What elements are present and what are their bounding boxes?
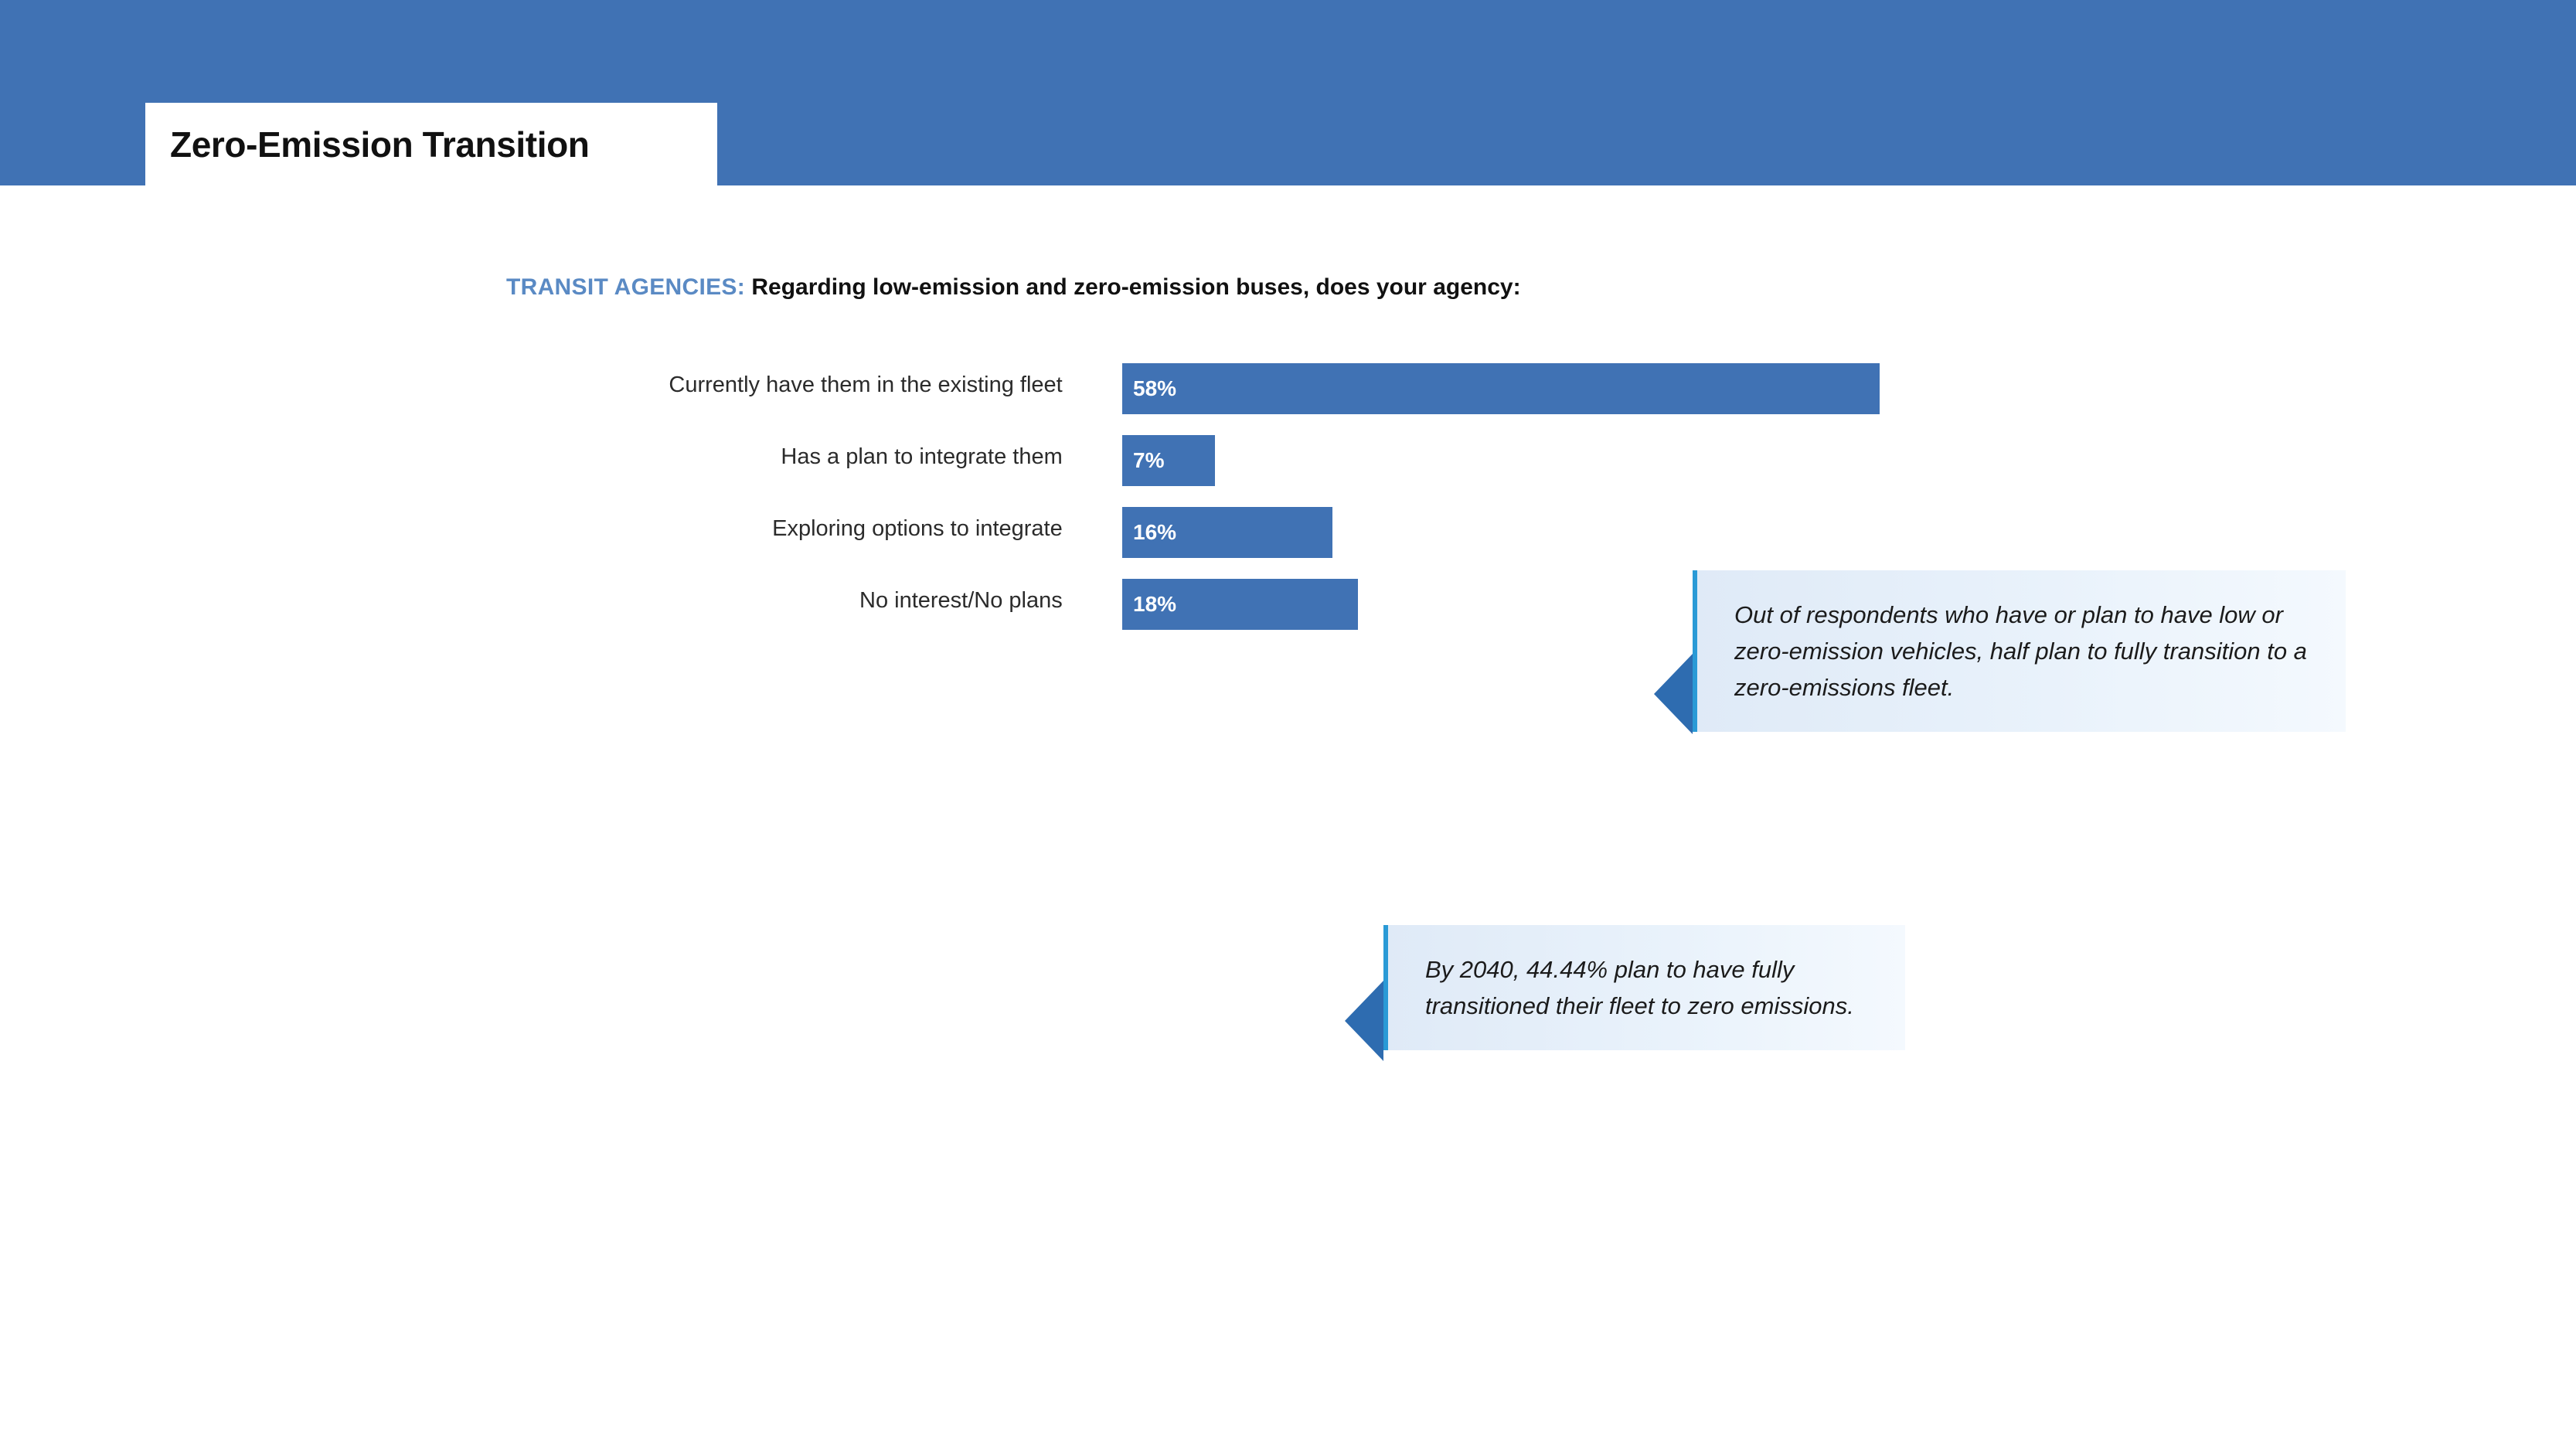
callout-arrow-icon [1345, 981, 1383, 1061]
bar-value-label: 16% [1133, 520, 1177, 544]
bar-segment [1122, 363, 1880, 414]
callout-text: Out of respondents who have or plan to have low or zero-emission vehicles, half plan to fully transition to a zero-emissions fleet. [1734, 601, 2307, 702]
bar-track [1122, 435, 2513, 507]
bar-value-label: 7% [1133, 448, 1165, 472]
callout-panel [1383, 925, 1905, 1050]
row-label-wrap [0, 579, 1090, 651]
callout-accent-bar [1693, 570, 1697, 732]
callout-panel [1693, 570, 2346, 732]
callout-card [1693, 570, 2346, 732]
callout-card [1383, 925, 1905, 1050]
category-label: Exploring options to integrate [772, 516, 1063, 541]
bar-segment [1122, 579, 1358, 630]
page-title: Zero-Emission Transition [170, 124, 590, 165]
row-label-wrap [0, 507, 1090, 579]
callout-arrow-icon [1654, 654, 1693, 734]
bar-track [1122, 363, 2513, 435]
category-label: No interest/No plans [859, 588, 1063, 613]
page-title-plate [145, 103, 717, 185]
bar-segment [1122, 435, 1215, 486]
category-label: Currently have them in the existing fleet [669, 372, 1063, 397]
callout-text: By 2040, 44.44% plan to have fully transitioned their fleet to zero emissions. [1425, 956, 1854, 1020]
category-label: Has a plan to integrate them [781, 444, 1063, 469]
chart-row [0, 507, 2576, 579]
bar-value-label: 58% [1133, 376, 1177, 400]
question-prefix: TRANSIT AGENCIES: [506, 274, 745, 300]
chart-question [506, 274, 1521, 301]
callout-accent-bar [1383, 925, 1388, 1050]
bar-segment [1122, 507, 1332, 558]
question-text: Regarding low-emission and zero-emission buses, does your agency: [751, 274, 1521, 300]
bar-value-label: 18% [1133, 592, 1177, 616]
bar-track [1122, 507, 2513, 579]
chart-row [0, 435, 2576, 507]
header-banner [0, 0, 2576, 185]
row-label-wrap [0, 363, 1090, 435]
row-label-wrap [0, 435, 1090, 507]
chart-row [0, 363, 2576, 435]
